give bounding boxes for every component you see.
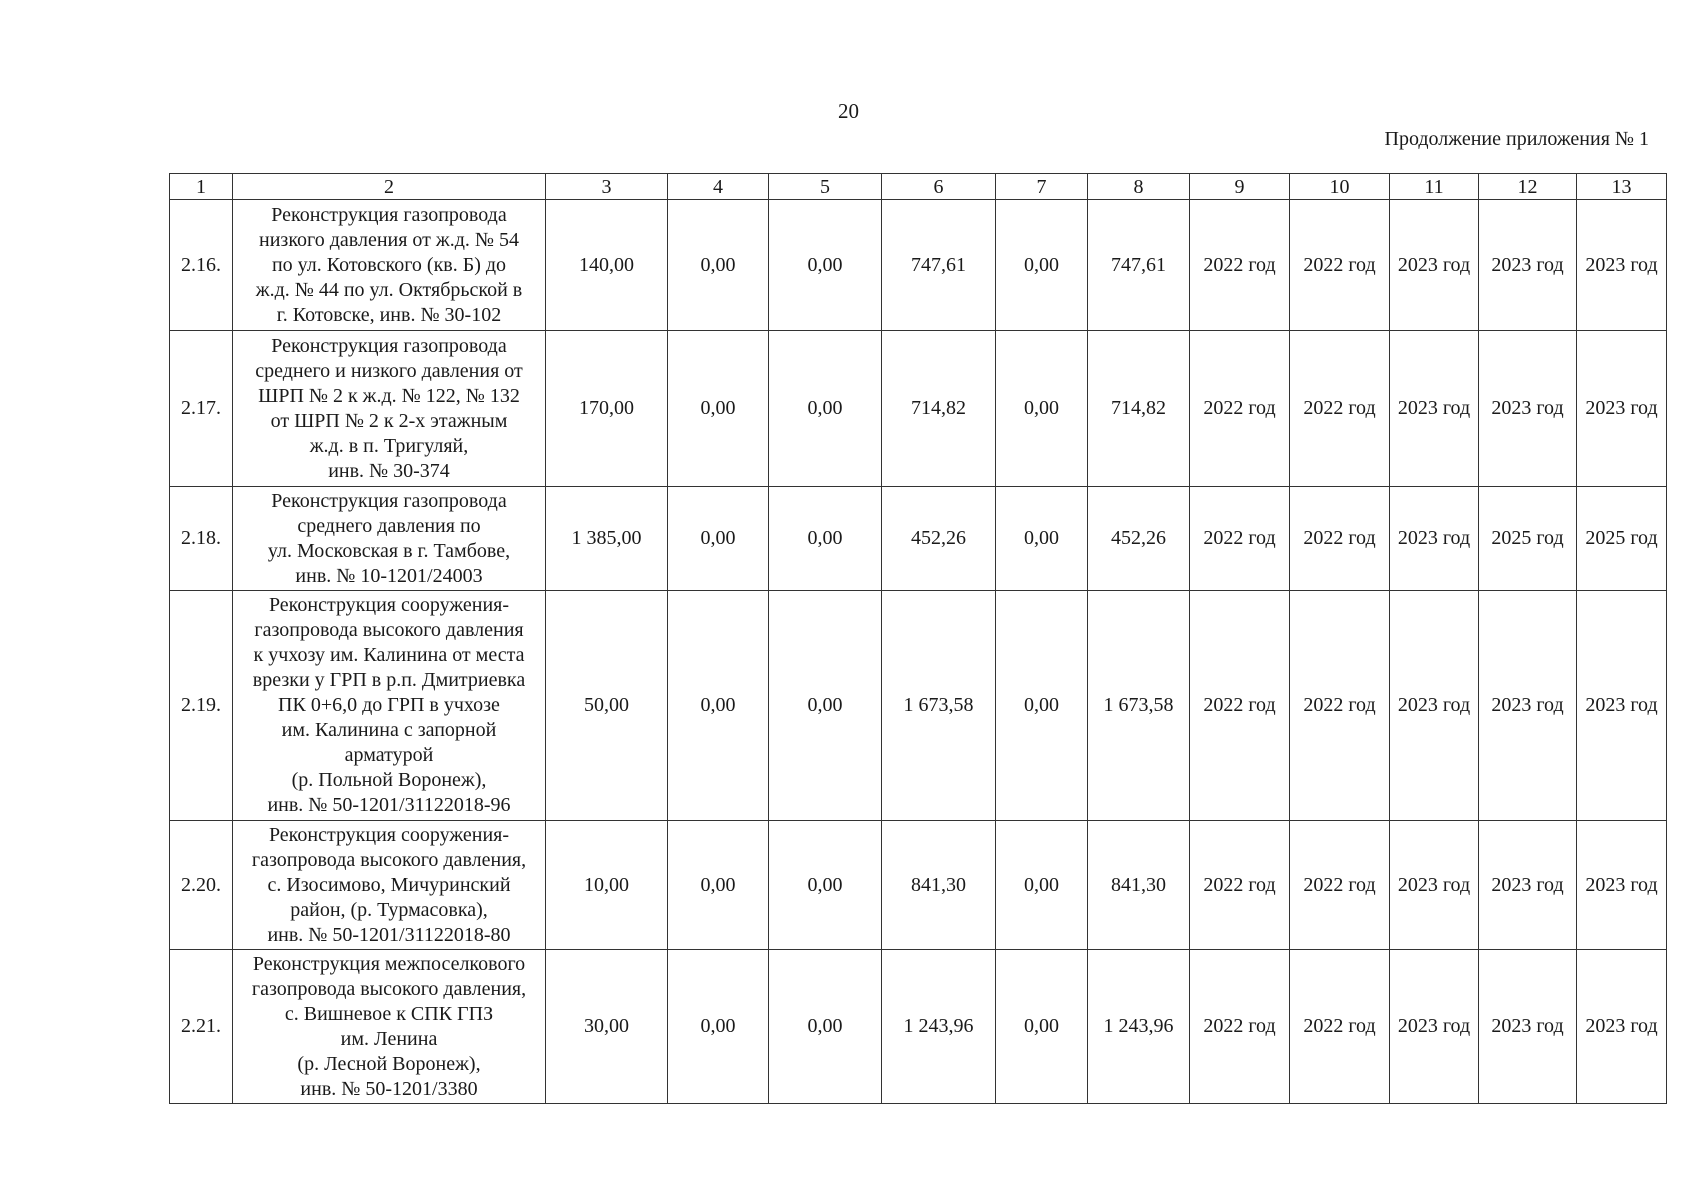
row-id: 2.20. bbox=[170, 821, 233, 950]
object-name-line: к учхозу им. Калинина от места bbox=[253, 644, 525, 666]
cell-c7: 0,00 bbox=[996, 487, 1088, 591]
cell-c12: 2023 год bbox=[1479, 200, 1577, 331]
cell-c7: 0,00 bbox=[996, 821, 1088, 950]
cell-c9: 2022 год bbox=[1190, 591, 1290, 821]
object-name-line: от ШРП № 2 к 2-х этажным bbox=[270, 409, 508, 432]
object-name-line: район, (р. Турмасовка), bbox=[290, 898, 488, 921]
cell-c12: 2023 год bbox=[1479, 591, 1577, 821]
cell-c5: 0,00 bbox=[769, 200, 882, 331]
row-id: 2.17. bbox=[170, 331, 233, 487]
cell-c6: 452,26 bbox=[882, 487, 996, 591]
cell-c5: 0,00 bbox=[769, 591, 882, 821]
cell-c9: 2022 год bbox=[1190, 200, 1290, 331]
cell-c6: 1 243,96 bbox=[882, 950, 996, 1104]
object-name-line: с. Вишневое к СПК ГПЗ bbox=[284, 1002, 494, 1025]
column-header-9: 9 bbox=[1190, 174, 1290, 200]
cell-c11: 2023 год bbox=[1390, 591, 1479, 821]
object-name-line: ШРП № 2 к ж.д. № 122, № 132 bbox=[258, 384, 520, 407]
cell-c8: 1 243,96 bbox=[1088, 950, 1190, 1104]
row-id: 2.16. bbox=[170, 200, 233, 331]
cell-c10: 2022 год bbox=[1290, 591, 1390, 821]
header-row bbox=[170, 174, 1667, 200]
cell-c10: 2022 год bbox=[1290, 821, 1390, 950]
cell-c5: 0,00 bbox=[769, 821, 882, 950]
table-body bbox=[170, 200, 1667, 1104]
object-name-line: Реконструкция межпоселкового bbox=[252, 952, 526, 975]
object-name-line: инв. № 50-1201/31122018-80 bbox=[267, 923, 511, 946]
cell-c3: 1 385,00 bbox=[546, 487, 668, 591]
object-name-line: инв. № 50-1201/3380 bbox=[300, 1077, 478, 1100]
cell-c11: 2023 год bbox=[1390, 821, 1479, 950]
cell-c6: 841,30 bbox=[882, 821, 996, 950]
object-name-line: инв. № 50-1201/31122018-96 bbox=[267, 794, 511, 816]
object-name-line: инв. № 30-374 bbox=[328, 459, 450, 482]
cell-c7: 0,00 bbox=[996, 950, 1088, 1104]
cell-c6: 714,82 bbox=[882, 331, 996, 487]
cell-c8: 452,26 bbox=[1088, 487, 1190, 591]
table-row bbox=[170, 591, 1667, 821]
cell-c10: 2022 год bbox=[1290, 200, 1390, 331]
object-name-line: по ул. Котовского (кв. Б) до bbox=[271, 253, 507, 276]
cell-c3: 140,00 bbox=[546, 200, 668, 331]
object-name-line: среднего и низкого давления от bbox=[255, 359, 523, 382]
object-name-line: им. Ленина bbox=[340, 1027, 438, 1050]
cell-c11: 2023 год bbox=[1390, 200, 1479, 331]
column-header-8: 8 bbox=[1088, 174, 1190, 200]
page-number: 20 bbox=[838, 99, 859, 123]
cell-c9: 2022 год bbox=[1190, 487, 1290, 591]
object-name-line: газопровода высокого давления, bbox=[251, 848, 527, 871]
column-header-12: 12 bbox=[1479, 174, 1577, 200]
cell-c7: 0,00 bbox=[996, 331, 1088, 487]
row-id: 2.19. bbox=[170, 591, 233, 821]
object-name bbox=[233, 331, 546, 487]
cell-c3: 50,00 bbox=[546, 591, 668, 821]
object-name-line: газопровода высокого давления bbox=[254, 619, 524, 641]
cell-c10: 2022 год bbox=[1290, 487, 1390, 591]
cell-c8: 841,30 bbox=[1088, 821, 1190, 950]
cell-c4: 0,00 bbox=[668, 821, 769, 950]
cell-c11: 2023 год bbox=[1390, 331, 1479, 487]
object-name-line: ПК 0+6,0 до ГРП в учхозе bbox=[278, 694, 500, 716]
object-name-line: ж.д. № 44 по ул. Октябрьской в bbox=[255, 278, 523, 301]
object-name bbox=[233, 200, 546, 331]
object-name-line: г. Котовске, инв. № 30-102 bbox=[276, 303, 502, 326]
cell-c4: 0,00 bbox=[668, 591, 769, 821]
cell-c13: 2023 год bbox=[1577, 200, 1667, 331]
cell-c11: 2023 год bbox=[1390, 487, 1479, 591]
continuation-note: Продолжение приложения № 1 bbox=[1384, 128, 1649, 150]
column-header-11: 11 bbox=[1390, 174, 1479, 200]
cell-c7: 0,00 bbox=[996, 591, 1088, 821]
column-header-10: 10 bbox=[1290, 174, 1390, 200]
object-name-line: инв. № 10-1201/24003 bbox=[295, 564, 483, 587]
object-name-line: Реконструкция газопровода bbox=[271, 489, 507, 512]
object-name-line: (р. Польной Воронеж), bbox=[291, 769, 487, 791]
cell-c4: 0,00 bbox=[668, 950, 769, 1104]
cell-c4: 0,00 bbox=[668, 200, 769, 331]
cell-c10: 2022 год bbox=[1290, 950, 1390, 1104]
table-row bbox=[170, 950, 1667, 1104]
object-name-line: низкого давления от ж.д. № 54 bbox=[259, 228, 519, 251]
column-header-3: 3 bbox=[546, 174, 668, 200]
cell-c9: 2022 год bbox=[1190, 821, 1290, 950]
object-name-line: Реконструкция сооружения- bbox=[268, 594, 510, 616]
row-id: 2.21. bbox=[170, 950, 233, 1104]
cell-c11: 2023 год bbox=[1390, 950, 1479, 1104]
cell-c3: 30,00 bbox=[546, 950, 668, 1104]
table-row bbox=[170, 487, 1667, 591]
cell-c6: 1 673,58 bbox=[882, 591, 996, 821]
object-name-line: Реконструкция газопровода bbox=[271, 334, 507, 357]
table-row bbox=[170, 821, 1667, 950]
object-name bbox=[233, 487, 546, 591]
cell-c13: 2023 год bbox=[1577, 950, 1667, 1104]
column-header-2: 2 bbox=[233, 174, 546, 200]
cell-c8: 714,82 bbox=[1088, 331, 1190, 487]
cell-c13: 2023 год bbox=[1577, 591, 1667, 821]
object-name bbox=[233, 591, 546, 821]
column-header-5: 5 bbox=[769, 174, 882, 200]
object-name-line: ул. Московская в г. Тамбове, bbox=[267, 539, 511, 562]
object-name-line: с. Изосимово, Мичуринский bbox=[267, 873, 511, 896]
cell-c4: 0,00 bbox=[668, 487, 769, 591]
cell-c12: 2023 год bbox=[1479, 331, 1577, 487]
cell-c5: 0,00 bbox=[769, 331, 882, 487]
cell-c7: 0,00 bbox=[996, 200, 1088, 331]
cell-c13: 2023 год bbox=[1577, 331, 1667, 487]
object-name-line: среднего давления по bbox=[297, 514, 481, 537]
object-name bbox=[233, 950, 546, 1104]
cell-c8: 1 673,58 bbox=[1088, 591, 1190, 821]
cell-c5: 0,00 bbox=[769, 487, 882, 591]
object-name-line: им. Калинина с запорной bbox=[281, 719, 497, 741]
column-header-1: 1 bbox=[170, 174, 233, 200]
row-id: 2.18. bbox=[170, 487, 233, 591]
object-name-line: врезки у ГРП в р.п. Дмитриевка bbox=[252, 669, 526, 691]
cell-c3: 10,00 bbox=[546, 821, 668, 950]
cell-c8: 747,61 bbox=[1088, 200, 1190, 331]
object-name-line: Реконструкция сооружения- bbox=[268, 823, 510, 846]
table-row bbox=[170, 200, 1667, 331]
cell-c12: 2023 год bbox=[1479, 950, 1577, 1104]
investment-table bbox=[169, 173, 1667, 1104]
cell-c13: 2025 год bbox=[1577, 487, 1667, 591]
cell-c6: 747,61 bbox=[882, 200, 996, 331]
object-name-line: ж.д. в п. Тригуляй, bbox=[309, 434, 469, 457]
table-row bbox=[170, 331, 1667, 487]
column-header-4: 4 bbox=[668, 174, 769, 200]
column-header-13: 13 bbox=[1577, 174, 1667, 200]
cell-c9: 2022 год bbox=[1190, 331, 1290, 487]
cell-c4: 0,00 bbox=[668, 331, 769, 487]
cell-c12: 2025 год bbox=[1479, 487, 1577, 591]
cell-c13: 2023 год bbox=[1577, 821, 1667, 950]
cell-c12: 2023 год bbox=[1479, 821, 1577, 950]
cell-c3: 170,00 bbox=[546, 331, 668, 487]
cell-c9: 2022 год bbox=[1190, 950, 1290, 1104]
object-name-line: (р. Лесной Воронеж), bbox=[297, 1052, 481, 1075]
column-header-6: 6 bbox=[882, 174, 996, 200]
object-name-line: газопровода высокого давления, bbox=[251, 977, 527, 1000]
column-header-7: 7 bbox=[996, 174, 1088, 200]
object-name-line: Реконструкция газопровода bbox=[271, 203, 507, 226]
cell-c5: 0,00 bbox=[769, 950, 882, 1104]
cell-c10: 2022 год bbox=[1290, 331, 1390, 487]
object-name bbox=[233, 821, 546, 950]
object-name-line: арматурой bbox=[344, 744, 434, 766]
